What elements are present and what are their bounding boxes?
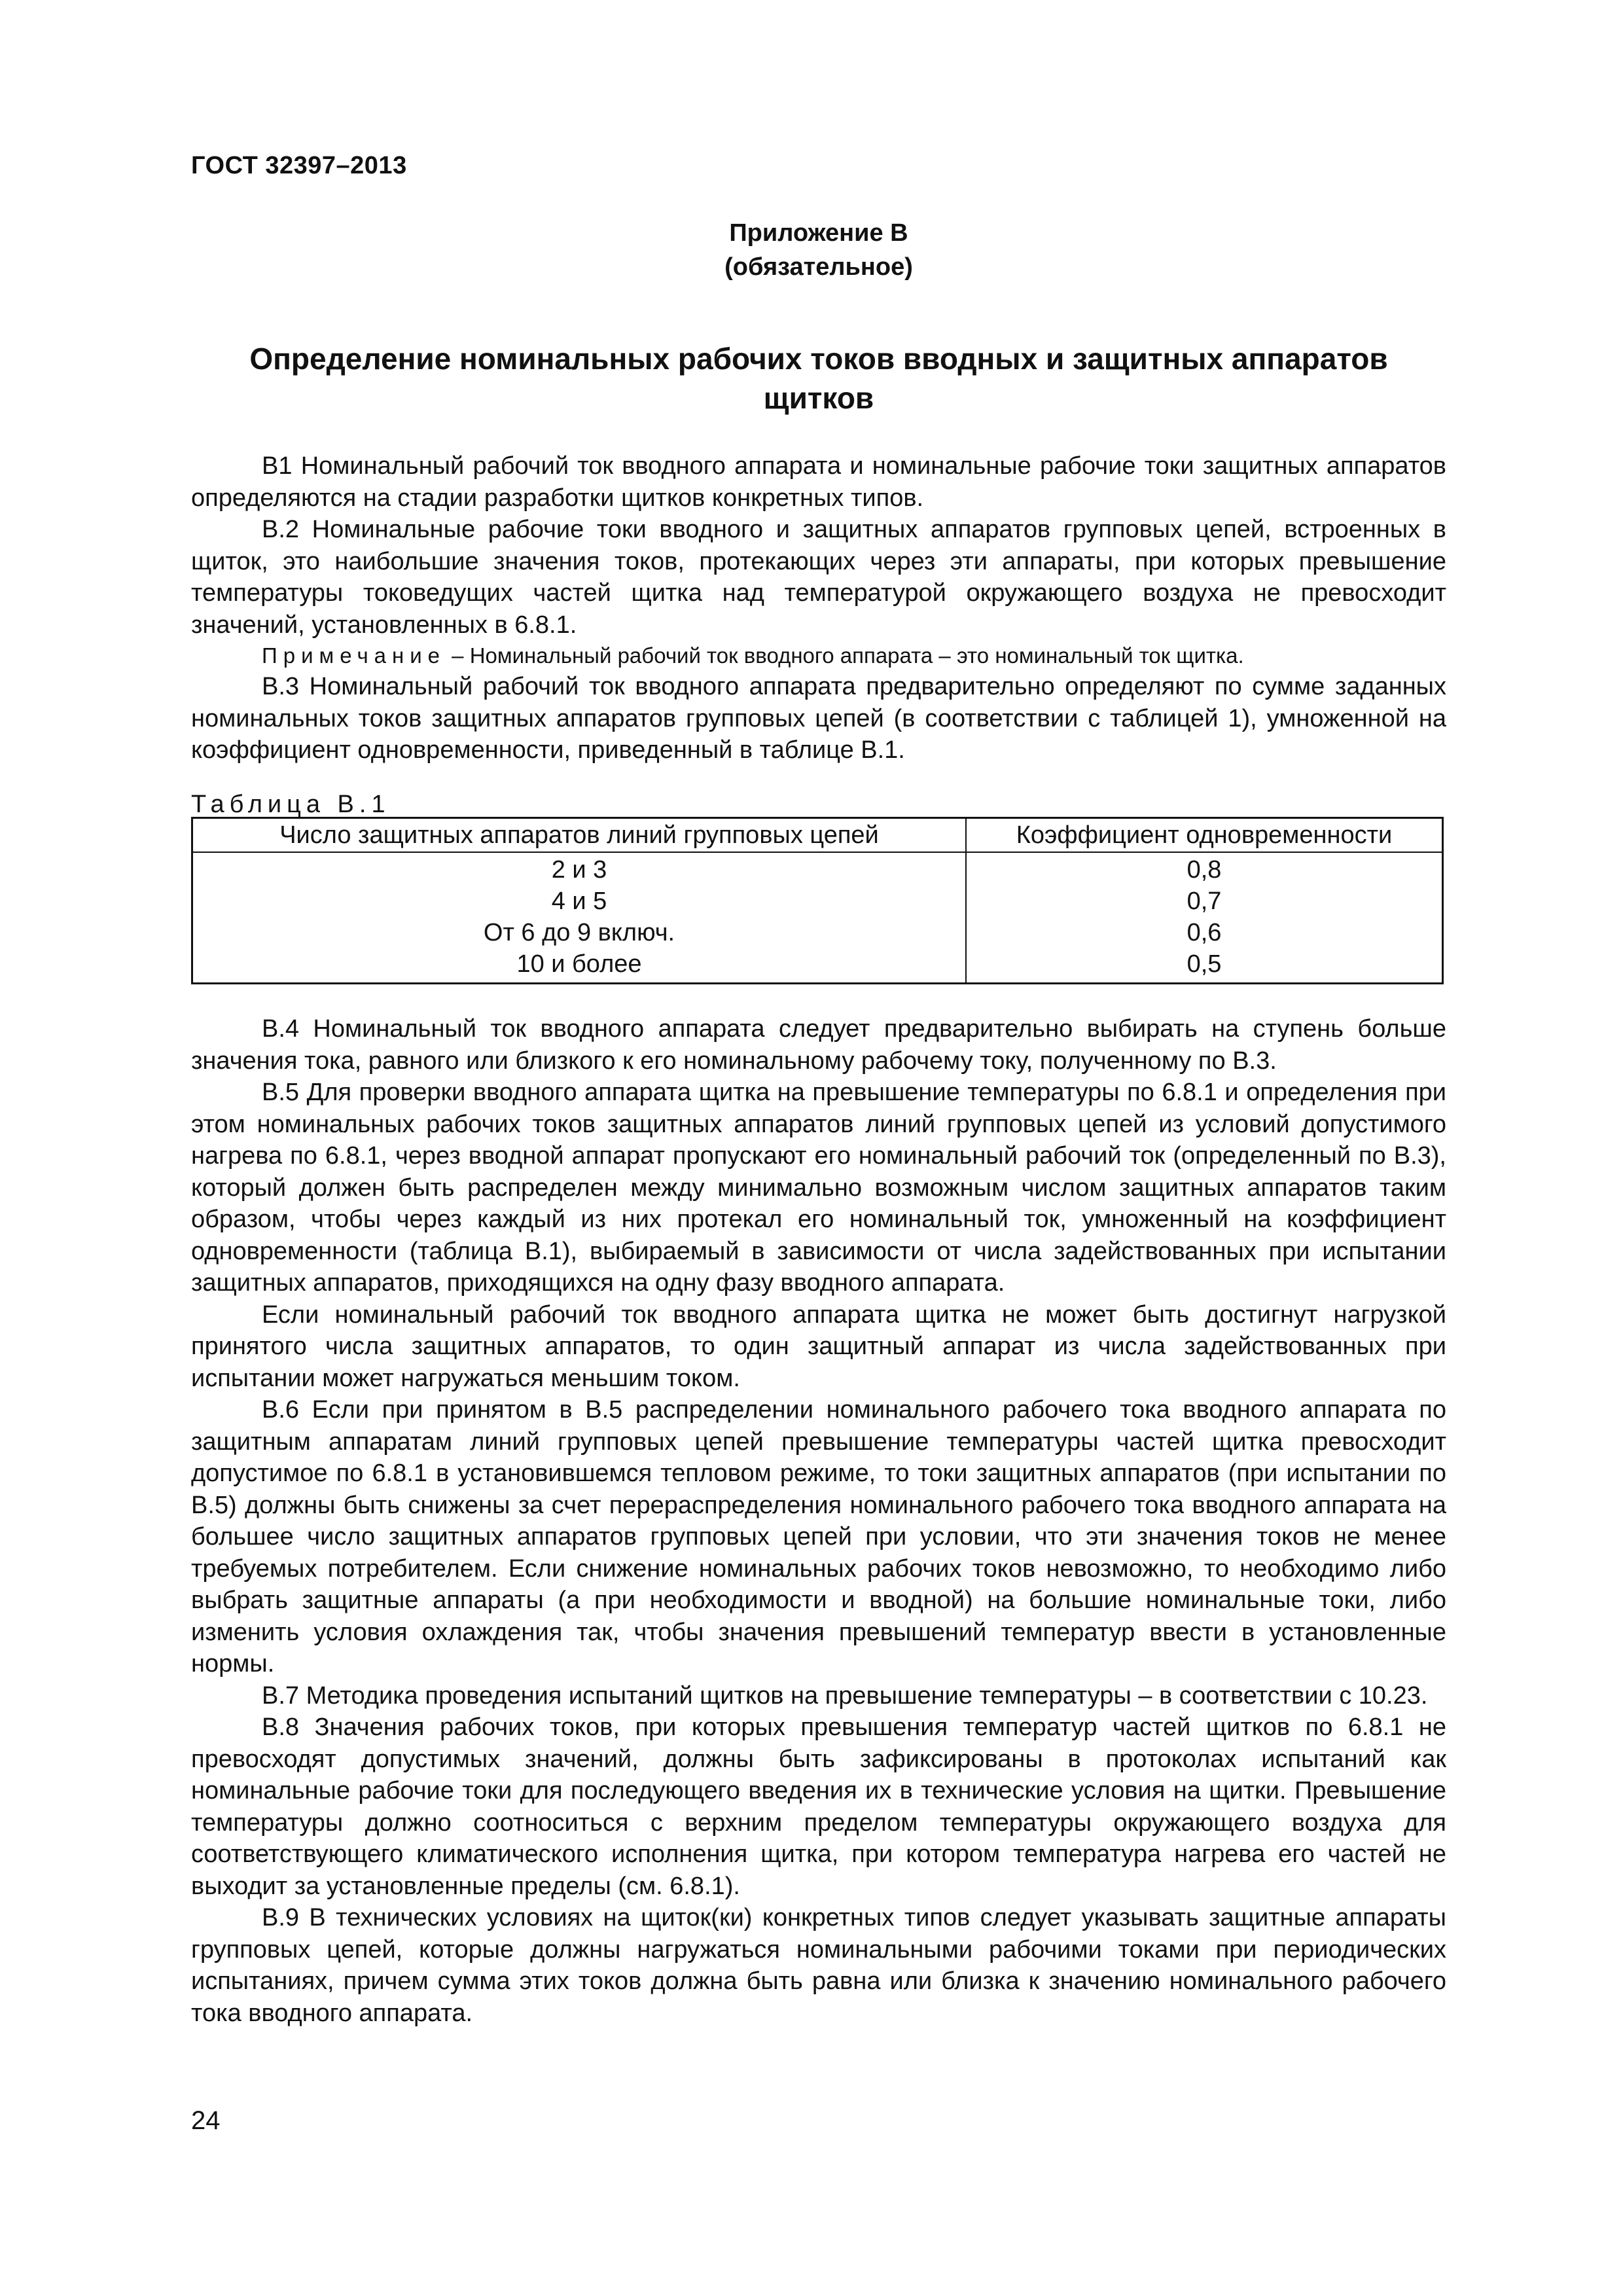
document-header: ГОСТ 32397–2013: [191, 152, 407, 179]
section-title-line-1: Определение номинальных рабочих токов вводных и защитных аппаратов: [249, 342, 1388, 376]
table-cell: 10 и более: [192, 948, 967, 984]
page-number: 24: [191, 2106, 221, 2135]
paragraph-b2: В.2 Номинальные рабочие токи вводного и защитных аппаратов групповых цепей, встроенных в щиток, это наибольшие значения токов, протекающих через эти аппараты, при которых превышение температуры токоведущих частей щитка над температурой окружающего воздуха не превосходит значений, установленных в 6.8.1.: [191, 516, 1446, 639]
table-row: [192, 948, 1443, 984]
paragraph-b5: В.5 Для проверки вводного аппарата щитка на превышение температуры по 6.8.1 и определения при этом номинальных рабочих токов защитных аппаратов линий групповых цепей из условий допустимого нагрева по 6.8.1, через вводной аппарат пропускают его номинальный рабочий ток (определенный по В.3), который должен быть распределен между минимально возможным числом защитных аппаратов таким образом, чтобы через каждый из них протекал его номинальный ток, умноженный на коэффициент одновременности (таблица В.1), выбираемый в зависимости от числа задействованных при испытании защитных аппаратов, приходящихся на одну фазу вводного аппарата.: [191, 1079, 1446, 1297]
note: [191, 641, 1446, 671]
table-cell: От 6 до 9 включ.: [192, 917, 967, 948]
paragraph-b6: В.6 Если при принятом в В.5 распределении номинального рабочего тока вводного аппарата по защитным аппаратам линий групповых цепей превышение температуры частей щитка превосходит допустимое по 6.8.1 в установившемся тепловом режиме, то токи защитных аппаратов (при испытании по В.5) должны быть снижены за счет перераспределения номинального рабочего тока вводного аппарата на большее число защитных аппаратов групповых цепей при условии, что эти значения токов не менее требуемых потребителем. Если снижение номинальных рабочих токов невозможно, то необходимо либо выбрать защитные аппараты (а при необходимости и вводной) на большие номинальные токи, либо изменить условия охлаждения так, чтобы значения превышений температур ввести в установленные нормы.: [191, 1396, 1446, 1677]
text-block-before-table: [191, 450, 1446, 766]
section-title-line-2: щитков: [763, 381, 874, 415]
table-cell: 2 и 3: [192, 852, 967, 886]
annex-status: (обязательное): [724, 253, 913, 281]
note-text: – Номинальный рабочий ток вводного аппарата – это номинальный ток щитка.: [446, 643, 1244, 668]
table-cell: 0,5: [966, 948, 1443, 984]
table-caption: Таблица В.1: [191, 791, 391, 818]
table-row: [192, 852, 1443, 886]
paragraph-b7: В.7 Методика проведения испытаний щитков на превышение температуры – в соответствии с 10.23.: [262, 1681, 1428, 1710]
section-title: [191, 339, 1446, 418]
table-cell: 4 и 5: [192, 886, 967, 917]
table-cell: 0,7: [966, 886, 1443, 917]
paragraph-b8: В.8 Значения рабочих токов, при которых превышения температур частей щитков по 6.8.1 не превосходят допустимых значений, должны быть зафиксированы в протоколах испытаний как номинальные рабочие токи для последующего введения их в технические условия на щитки. Превышение температуры должно соотноситься с верхним пределом температуры окружающего воздуха для соответствующего климатического исполнения щитка, при котором температура нагрева его частей не выходит за установленные пределы (см. 6.8.1).: [191, 1713, 1446, 1900]
paragraph-b3: В.3 Номинальный рабочий ток вводного аппарата предварительно определяют по сумме заданных номинальных токов защитных аппаратов групповых цепей (в соответствии с таблицей 1), умноженной на коэффициент одновременности, приведенный в таблице В.1.: [191, 673, 1446, 764]
annex-heading: [191, 216, 1446, 284]
paragraph-b4: В.4 Номинальный ток вводного аппарата следует предварительно выбирать на ступень больше значения тока, равного или близкого к его номинальному рабочему току, полученному по В.3.: [191, 1015, 1446, 1075]
paragraph-b5-continued: Если номинальный рабочий ток вводного аппарата щитка не может быть достигнут нагрузкой принятого числа защитных аппаратов, то один защитный аппарат из числа задействованных при испытании может нагружаться меньшим током.: [191, 1300, 1446, 1392]
coefficient-table: [191, 817, 1444, 984]
table-header-row: [192, 818, 1443, 853]
table-header-cell: Число защитных аппаратов линий групповых цепей: [192, 818, 967, 853]
paragraph-b1: В1 Номинальный рабочий ток вводного аппарата и номинальные рабочие токи защитных аппаратов определяются на стадии разработки щитков конкретных типов.: [191, 452, 1446, 512]
text-block-after-table: [191, 1013, 1446, 2029]
table-row: [192, 886, 1443, 917]
table-header-cell: Коэффициент одновременности: [966, 818, 1443, 853]
paragraph-b9: В.9 В технических условиях на щиток(ки) конкретных типов следует указывать защитные аппараты групповых цепей, которые должны нагружаться номинальными рабочими токами при периодических испытаниях, причем сумма этих токов должна быть равна или близка к значению номинального рабочего тока вводного аппарата.: [191, 1904, 1446, 2027]
table-row: [192, 917, 1443, 948]
note-label: Примечание: [262, 643, 446, 668]
table-cell: 0,8: [966, 852, 1443, 886]
annex-label: Приложение В: [729, 219, 908, 247]
table-cell: 0,6: [966, 917, 1443, 948]
